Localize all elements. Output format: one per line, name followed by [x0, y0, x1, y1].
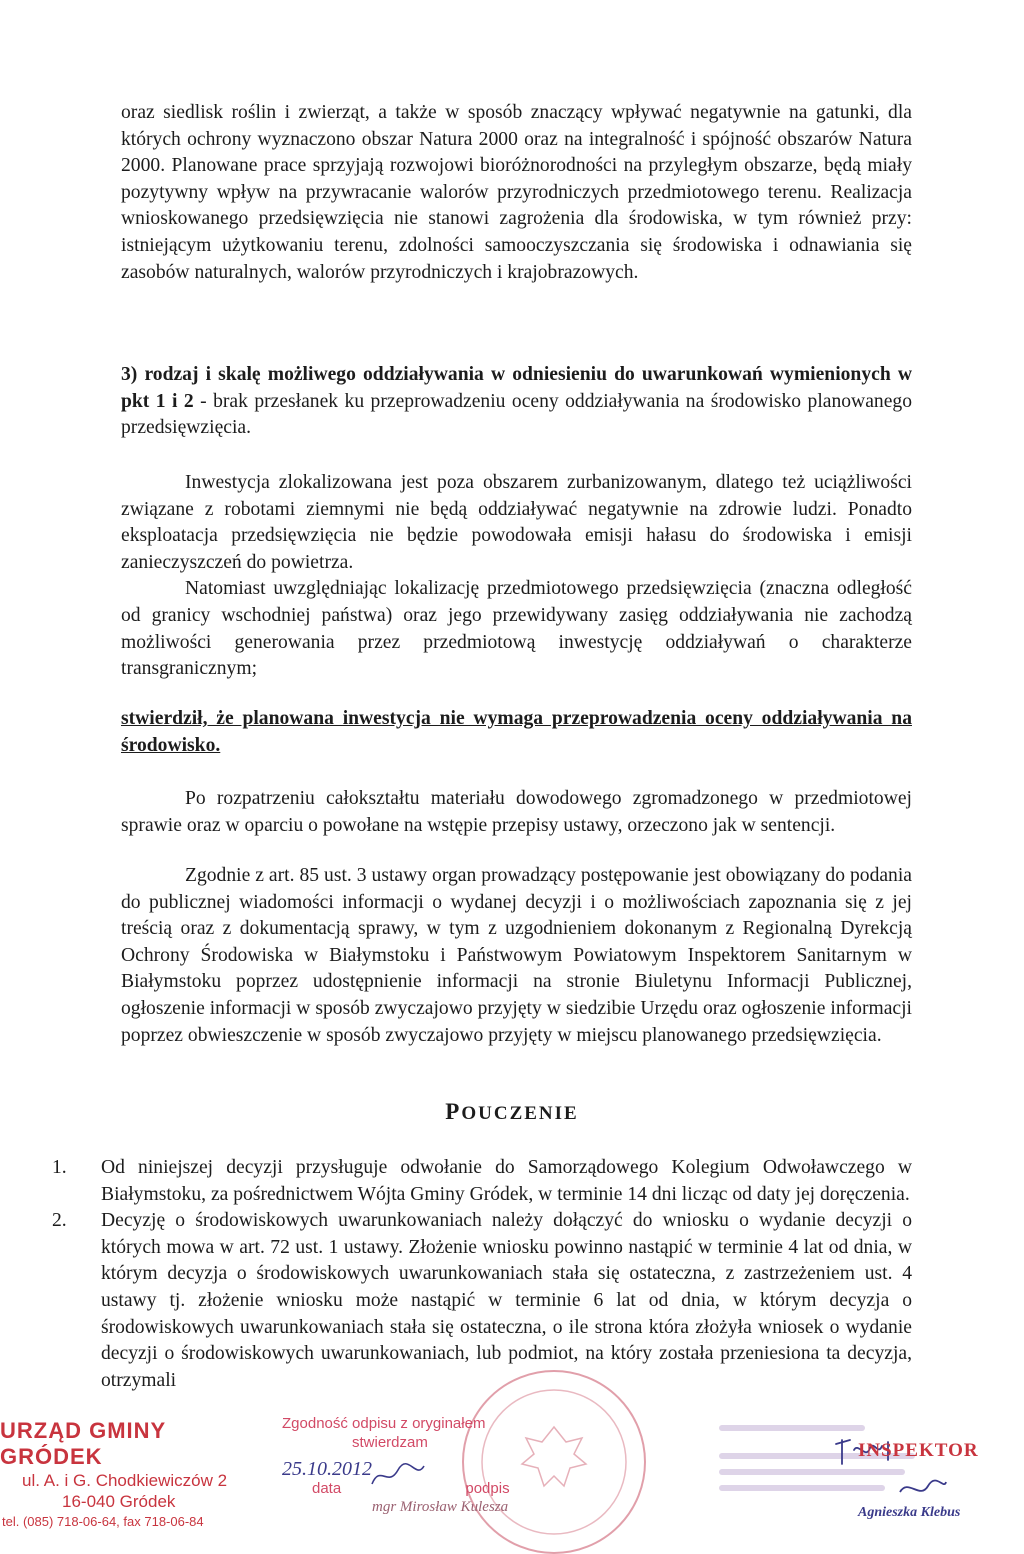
conclusion-statement [121, 706, 912, 759]
inspector-stamp-title: INSPEKTOR [858, 1440, 979, 1461]
section-title-pouczenie [0, 1099, 1024, 1125]
copy-stamp-date: 25.10.2012 [282, 1458, 372, 1480]
list-item-number: 2. [52, 1210, 67, 1232]
handwritten-mark [368, 1460, 428, 1490]
office-stamp-name: URZĄD GMINY GRÓDEK [0, 1418, 166, 1469]
paragraph-art85 [121, 863, 912, 1049]
investment-paragraph-2: Natomiast uwzględniając lokalizację przedmiotowego przedsięwzięcia (znaczna odległość od granicy wschodniej państwa) oraz jego przewidywany zasięg oddziaływania nie zachodzą możliwości generowania przez przedmiotową inwestycję oddziaływań o charakterze transgranicznym; [121, 578, 912, 680]
review-text: Po rozpatrzeniu całokształtu materiału dowodowego zgromadzonego w przedmiotowej sprawie oraz w oparciu o powołane na wstępie przepisy ustawy, orzeczono jak w sentencji. [121, 788, 912, 836]
office-stamp [0, 1418, 270, 1532]
list-item-text: Decyzję o środowiskowych uwarunkowaniach należy dołączyć do wniosku o wydanie decyzji o których mowa w art. 72 ust. 1 ustawy. Złożenie wniosku powinno nastąpić w terminie 4 lat od dnia, w którym decyzja o środowiskowych uwarunkowaniach stała się ostateczna, z zastrzeżeniem ust. 4 ustawy tj. złożenie wniosku może nastąpić w terminie 6 lat od dnia, w którym decyzja o środowiskowych uwarunkowaniach stała się ostateczna, o ile strona która złożyła wniosek o wydanie decyzji o środowiskowych uwarunkowaniach, lub podmiot, na który została przeniesiona ta decyzja, otrzymali [101, 1210, 912, 1391]
paragraph-point-3 [121, 362, 912, 442]
list-item-number: 1. [52, 1157, 67, 1178]
list-item [52, 1155, 912, 1208]
list-item-text: Od niniejszej decyzji przysługuje odwołanie do Samorządowego Kolegium Odwoławczego w Białymstoku, za pośrednictwem Wójta Gminy Gródek, w terminie 14 dni licząc od daty jej doręczenia. [101, 1157, 912, 1205]
conclusion-text: stwierdził, że planowana inwestycja nie wymaga przeprowadzenia oceny oddziaływania na środowisko. [121, 708, 912, 756]
inspector-stamp-name: Agnieszka Klebus [858, 1505, 961, 1520]
copy-stamp-date-label: data [312, 1480, 342, 1497]
section-title-rest: OUCZENIE [461, 1103, 579, 1124]
copy-stamp-line2: stwierdzam [352, 1434, 428, 1451]
art85-text: Zgodnie z art. 85 ust. 3 ustawy organ prowadzący postępowanie jest obowiązany do podania do publicznej wiadomości informacji o wydanej decyzji i o możliwościach zapoznania się z jej treścią oraz z dokumentacją sprawy, w tym z uzgodnieniem dokonanym z Regionalną Dyrekcją Ochrony Środowiska w Białymstoku i Państwowym Powiatowym Inspektorem Sanitarnym w Białymstoku poprzez udostępnienie informacji na stronie Biuletynu Informacji Publicznej, ogłoszenie informacji w sposób zwyczajowo przyjęty w siedzibie Urzędu oraz ogłoszenie informacji poprzez obwieszczenie w sposób zwyczajowo przyjęty w miejscu planowanego przedsięwzięcia. [121, 865, 912, 1046]
pouczenie-list [52, 1155, 912, 1394]
section-title-initial: P [445, 1099, 462, 1124]
office-stamp-address: ul. A. i G. Chodkiewiczów 2 [22, 1471, 228, 1490]
paragraph-review [121, 786, 912, 839]
copy-stamp-signer: mgr Mirosław Kulesza [372, 1499, 509, 1515]
point-3-heading: 3) rodzaj i skalę możliwego oddziaływania w odniesieniu do uwarunkowań wymienionych w pkt 1 i 2 [121, 364, 912, 412]
paragraph-investment [121, 470, 912, 683]
point-3-text: - brak przesłanek ku przeprowadzeniu oceny oddziaływania na środowisko planowanego przedsięwzięcia. [121, 390, 912, 439]
paragraph-intro [121, 100, 912, 286]
list-item [52, 1208, 912, 1394]
copy-stamp-sig-label: podpis [465, 1480, 510, 1497]
investment-paragraph-1: Inwestycja zlokalizowana jest poza obszarem zurbanizowanym, dlatego też uciążliwości związane z robotami ziemnymi nie będą oddziaływać negatywnie na zdrowie ludzi. Ponadto eksploatacja przedsięwzięcia nie będzie powodowała emisji hałasu do środowiska i emisji zanieczyszczeń do powietrza. [121, 472, 912, 573]
office-stamp-postcode: 16-040 Gródek [62, 1492, 176, 1511]
copy-stamp-line1: Zgodność odpisu z oryginałem [282, 1415, 486, 1432]
office-stamp-phone: tel. (085) 718-06-64, fax 718-06-84 [2, 1514, 204, 1529]
paragraph-intro-text: oraz siedlisk roślin i zwierząt, a także w sposób znaczący wpływać negatywnie na gatunki, dla których ochrony wyznaczono obszar Natura 2000 oraz na integralność i spójność obszarów Natura 2000. Planowane prace sprzyjają rozwojowi bioróżnorodności na przyległym obszarze, będą miały pozytywny wpływ na przywracanie walorów przyrodniczych przedmiotowego terenu. Realizacja wnioskowanego przedsięwzięcia nie stanowi zagrożenia dla środowiska, w tym również przy: istniejącym użytkowaniu terenu, zdolności samooczyszczania się środowiska i odnawiania się zasobów naturalnych, walorów przyrodniczych i krajobrazowych. [121, 102, 912, 283]
